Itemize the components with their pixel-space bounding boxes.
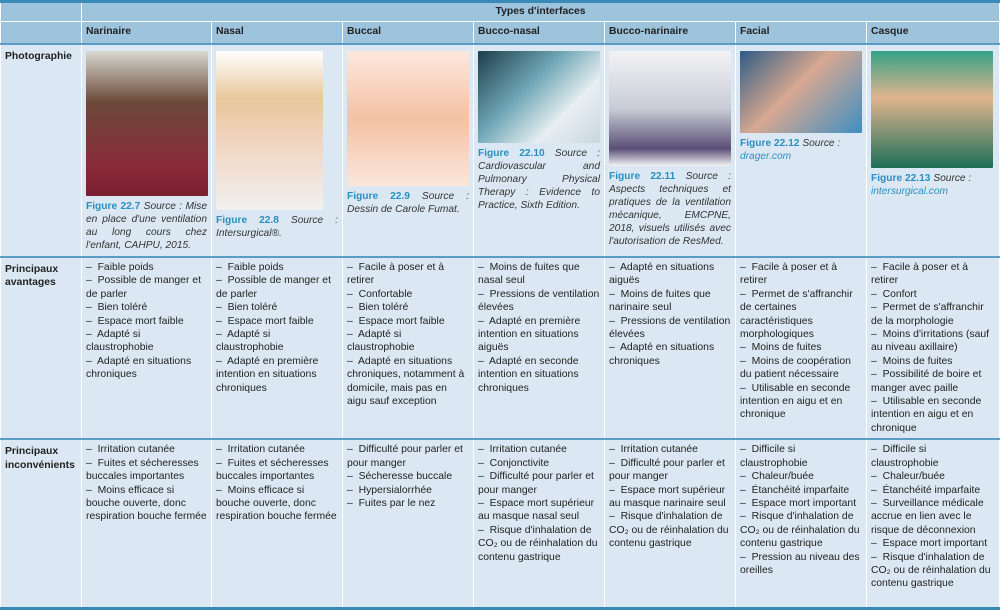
advantage-item: – Possible de manger et de parler xyxy=(86,274,207,301)
advantage-item: – Adapté en première intention en situations aiguës xyxy=(478,315,600,355)
advantages-cell xyxy=(736,257,867,439)
advantage-item: – Pressions de ventilation élevées xyxy=(478,288,600,315)
drawback-list xyxy=(740,443,862,577)
drawback-list xyxy=(871,443,995,590)
figure-caption xyxy=(609,170,731,248)
advantage-item: – Adapté si claustrophobie xyxy=(347,328,469,355)
drawback-item: – Risque d'inhalation de CO₂ ou de réinhalation du contenu gastrique xyxy=(871,551,995,591)
photo-cell xyxy=(736,44,867,257)
advantage-item: – Possible de manger et de parler xyxy=(216,274,338,301)
column-header-facial: Facial xyxy=(736,22,867,45)
advantage-item: – Bien toléré xyxy=(347,301,469,314)
advantage-item: – Faible poids xyxy=(216,261,338,274)
photo-cell xyxy=(474,44,605,257)
figure-caption xyxy=(216,214,338,240)
advantage-item: – Facile à poser et à retirer xyxy=(740,261,862,288)
advantages-cell xyxy=(82,257,212,439)
advantage-item: – Facile à poser et à retirer xyxy=(347,261,469,288)
drawbacks-cell xyxy=(736,439,867,608)
drawback-item: – Hypersialorrhée xyxy=(347,484,469,497)
drawback-list xyxy=(609,443,731,550)
drawback-item: – Risque d'inhalation de CO₂ ou de réinhalation du contenu gastrique xyxy=(740,510,862,550)
column-header-nasal: Nasal xyxy=(212,22,343,45)
drawback-list xyxy=(86,443,207,523)
corner-cell xyxy=(1,22,82,45)
drawback-item: – Risque d'inhalation de CO₂ ou de réinhalation du contenu gastrique xyxy=(609,510,731,550)
advantage-item: – Moins de fuites xyxy=(871,355,995,368)
figure-label: Figure 22.12 xyxy=(740,138,800,149)
drawback-item: – Espace mort important xyxy=(740,497,862,510)
drawback-item: – Difficulté pour parler et pour manger xyxy=(347,443,469,470)
drawback-item: – Fuites et sécheresses buccales importantes xyxy=(86,457,207,484)
drawback-item: – Surveillance médicale accrue en lien avec le risque de déconnexion xyxy=(871,497,995,537)
figure-source: Source : Cardiovascular and Pulmonary Physical Therapy : Evidence to Practice, Sixth Edition. xyxy=(478,148,600,211)
advantage-item: – Moins de coopération du patient nécessaire xyxy=(740,355,862,382)
advantage-list xyxy=(347,261,469,408)
figure-source-link: intersurgical.com xyxy=(871,186,948,197)
advantage-item: – Moins de fuites que nasal seul xyxy=(478,261,600,288)
interface-photo xyxy=(347,51,469,186)
drawback-list xyxy=(478,443,600,564)
drawback-item: – Irritation cutanée xyxy=(478,443,600,456)
drawback-item: – Espace mort important xyxy=(871,537,995,550)
drawback-item: – Difficile si claustrophobie xyxy=(740,443,862,470)
figure-source: Source : xyxy=(933,173,972,184)
drawback-item: – Difficulté pour parler et pour manger xyxy=(609,457,731,484)
drawback-item: – Moins efficace si bouche ouverte, donc respiration bouche fermée xyxy=(216,484,338,524)
drawback-item: – Risque d'inhalation de CO₂ ou de réinhalation du contenu gastrique xyxy=(478,524,600,564)
drawback-item: – Pression au niveau des oreilles xyxy=(740,551,862,578)
advantage-item: – Faible poids xyxy=(86,261,207,274)
advantage-list xyxy=(216,261,338,395)
column-header-narinaire: Narinaire xyxy=(82,22,212,45)
drawback-item: – Irritation cutanée xyxy=(216,443,338,456)
figure-source: Source : xyxy=(802,138,841,149)
photo-cell xyxy=(605,44,736,257)
figure-caption xyxy=(86,200,207,252)
advantage-list xyxy=(609,261,731,368)
figure-caption xyxy=(347,190,469,216)
figure-label: Figure 22.13 xyxy=(871,173,931,184)
drawbacks-cell xyxy=(82,439,212,608)
drawback-item: – Difficile si claustrophobie xyxy=(871,443,995,470)
drawback-item: – Chaleur/buée xyxy=(740,470,862,483)
row-label-drawbacks: Principaux inconvénients xyxy=(1,439,82,608)
drawback-list xyxy=(216,443,338,523)
advantage-item: – Adapté en première intention en situations chroniques xyxy=(216,355,338,395)
figure-source-link: drager.com xyxy=(740,151,792,162)
figure-caption xyxy=(871,172,995,198)
advantage-list xyxy=(871,261,995,435)
interface-photo xyxy=(871,51,993,168)
drawback-item: – Étanchéité imparfaite xyxy=(740,484,862,497)
advantage-item: – Adapté si claustrophobie xyxy=(216,328,338,355)
drawback-item: – Conjonctivite xyxy=(478,457,600,470)
advantage-item: – Facile à poser et à retirer xyxy=(871,261,995,288)
drawback-item: – Sécheresse buccale xyxy=(347,470,469,483)
drawback-item: – Fuites par le nez xyxy=(347,497,469,510)
photo-cell xyxy=(343,44,474,257)
advantage-item: – Adapté en situations chroniques xyxy=(609,341,731,368)
corner-cell xyxy=(1,2,82,22)
interface-photo xyxy=(609,51,731,166)
figure-label: Figure 22.7 xyxy=(86,201,141,212)
drawback-item: – Espace mort supérieur au masque nasal seul xyxy=(478,497,600,524)
advantage-item: – Bien toléré xyxy=(216,301,338,314)
drawback-item: – Fuites et sécheresses buccales importantes xyxy=(216,457,338,484)
figure-source: Source : Mise en place d'une ventilation au long cours chez l'enfant, CAHPU, 2015. xyxy=(86,201,207,251)
figure-label: Figure 22.8 xyxy=(216,215,279,226)
figure-source: Source : Dessin de Carole Fumat. xyxy=(347,191,469,215)
advantage-item: – Adapté en situations aiguës xyxy=(609,261,731,288)
advantage-item: – Utilisable en seconde intention en aigu et en chronique xyxy=(871,395,995,435)
group-header: Types d'interfaces xyxy=(82,2,1000,22)
interface-photo xyxy=(478,51,600,143)
drawback-item: – Moins efficace si bouche ouverte, donc respiration bouche fermée xyxy=(86,484,207,524)
drawback-item: – Irritation cutanée xyxy=(609,443,731,456)
advantage-item: – Confortable xyxy=(347,288,469,301)
drawbacks-cell xyxy=(343,439,474,608)
photo-cell xyxy=(867,44,1000,257)
figure-label: Figure 22.11 xyxy=(609,171,676,182)
advantages-cell xyxy=(212,257,343,439)
advantage-item: – Confort xyxy=(871,288,995,301)
advantage-item: – Permet de s'affranchir de certaines caractéristiques morphologiques xyxy=(740,288,862,342)
advantage-item: – Pressions de ventilation élevées xyxy=(609,315,731,342)
figure-caption xyxy=(478,147,600,212)
advantage-item: – Adapté si claustrophobie xyxy=(86,328,207,355)
drawbacks-cell xyxy=(474,439,605,608)
advantages-cell xyxy=(867,257,1000,439)
advantage-list xyxy=(478,261,600,395)
advantages-cell xyxy=(474,257,605,439)
row-label-photo: Photographie xyxy=(1,44,82,257)
advantage-list xyxy=(740,261,862,422)
figure-label: Figure 22.10 xyxy=(478,148,545,159)
advantages-cell xyxy=(343,257,474,439)
advantage-list xyxy=(86,261,207,382)
advantage-item: – Adapté en situations chroniques xyxy=(86,355,207,382)
advantage-item: – Permet de s'affranchir de la morphologie xyxy=(871,301,995,328)
photo-cell xyxy=(212,44,343,257)
drawback-item: – Chaleur/buée xyxy=(871,470,995,483)
advantage-item: – Adapté en situations chroniques, notamment à domicile, mais pas en aigu sauf exception xyxy=(347,355,469,409)
advantage-item: – Adapté en seconde intention en situations chroniques xyxy=(478,355,600,395)
column-header-casque: Casque xyxy=(867,22,1000,45)
figure-source: Source : Aspects techniques et pratiques de la ventilation mécanique, EMCPNE, 2018, visuels utilisés avec l'autorisation de ResMed. xyxy=(609,171,731,247)
advantage-item: – Bien toléré xyxy=(86,301,207,314)
advantage-item: – Espace mort faible xyxy=(347,315,469,328)
drawback-item: – Irritation cutanée xyxy=(86,443,207,456)
advantage-item: – Moins de fuites que narinaire seul xyxy=(609,288,731,315)
column-header-buccal: Buccal xyxy=(343,22,474,45)
drawback-item: – Espace mort supérieur au masque narinaire seul xyxy=(609,484,731,511)
drawbacks-cell xyxy=(867,439,1000,608)
advantage-item: – Utilisable en seconde intention en aigu et en chronique xyxy=(740,382,862,422)
advantage-item: – Espace mort faible xyxy=(216,315,338,328)
row-label-advantages: Principaux avantages xyxy=(1,257,82,439)
drawback-item: – Étanchéité imparfaite xyxy=(871,484,995,497)
photo-cell xyxy=(82,44,212,257)
column-header-bucco-narinaire: Bucco-narinaire xyxy=(605,22,736,45)
advantage-item: – Possibilité de boire et manger avec paille xyxy=(871,368,995,395)
advantage-item: – Moins d'irritations (sauf au niveau axillaire) xyxy=(871,328,995,355)
figure-source: Source : Intersurgical®. xyxy=(216,215,338,239)
figure-caption xyxy=(740,137,862,163)
interface-photo xyxy=(740,51,862,133)
drawbacks-cell xyxy=(212,439,343,608)
advantage-item: – Moins de fuites xyxy=(740,341,862,354)
advantage-item: – Espace mort faible xyxy=(86,315,207,328)
interface-photo xyxy=(216,51,323,210)
advantages-cell xyxy=(605,257,736,439)
interface-photo xyxy=(86,51,208,196)
drawbacks-cell xyxy=(605,439,736,608)
column-header-bucco-nasal: Bucco-nasal xyxy=(474,22,605,45)
drawback-list xyxy=(347,443,469,510)
drawback-item: – Difficulté pour parler et pour manger xyxy=(478,470,600,497)
figure-label: Figure 22.9 xyxy=(347,191,410,202)
